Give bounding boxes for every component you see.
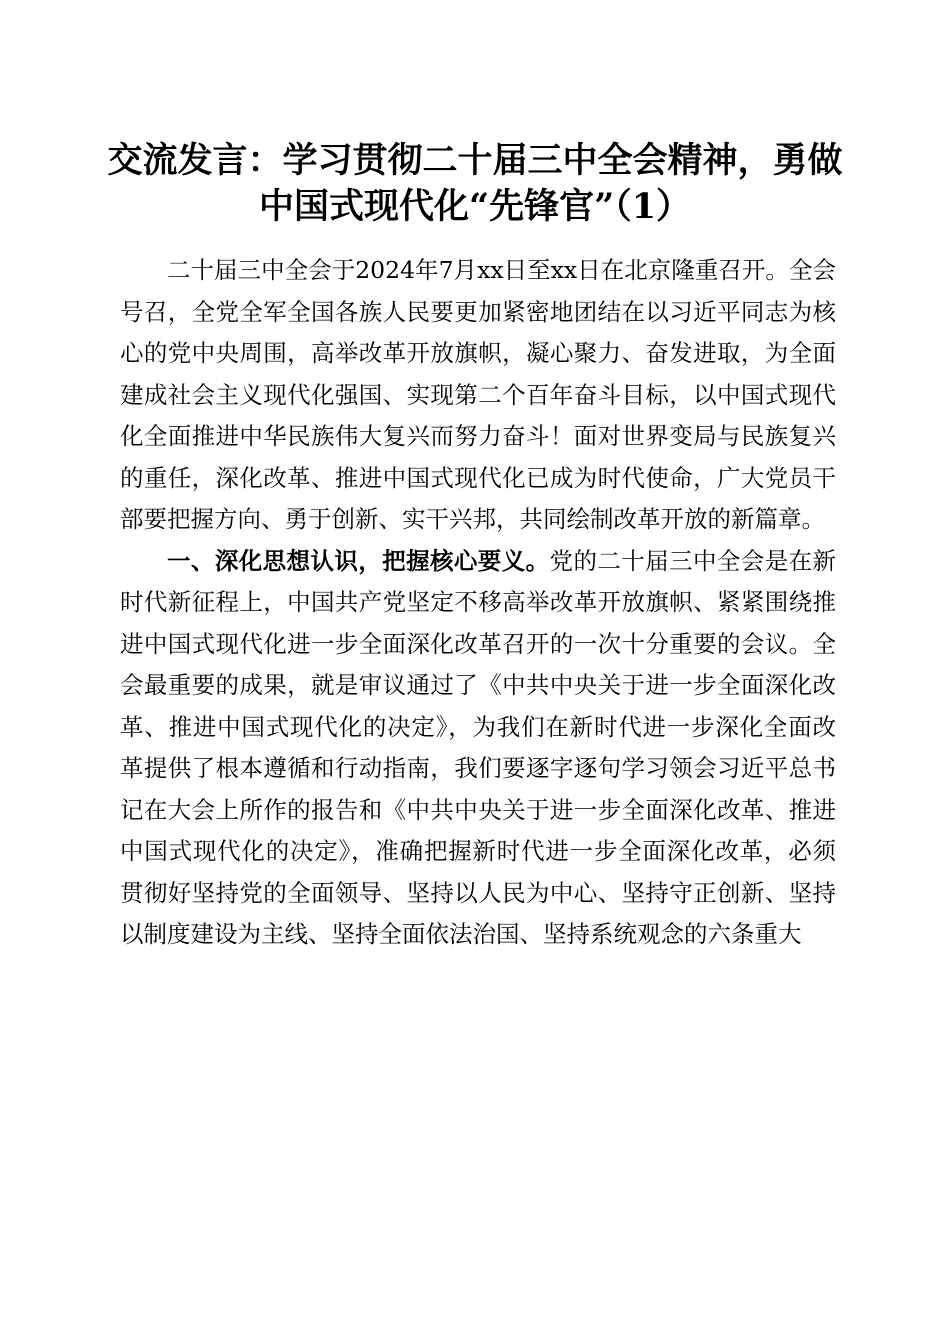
section-one-heading: 一、深化思想认识，把握核心要义。 [167, 546, 550, 575]
paragraph-section-one-text: 党的二十届三中全会是在新时代新征程上，中国共产党坚定不移高举改革开放旗帜、紧紧围绕推进中国式现代化进一步全面深化改革召开的一次十分重要的会议。全会最重要的成果，就是审议通过了《中共中央关于进一步全面深化改革、推进中国式现代化的决定》，为我们在新时代进一步深化全面改革提供了根本遵循和行动指南，我们要逐字逐句学习领会习近平总书记在大会上所作的报告和《中共中央关于进一步全面深化改革、推进中国式现代化的决定》，准确把握新时代进一步全面深化改革，必须贯彻好坚持党的全面领导、坚持以人民为中心、坚持守正创新、坚持以制度建设为主线、坚持全面依法治国、坚持系统观念的六条重大 [120, 546, 837, 948]
paragraph-intro [120, 250, 836, 541]
paragraph-intro-text: 二十届三中全会于2024年7月xx日至xx日在北京隆重召开。全会号召，全党全军全国各族人民要更加紧密地团结在以习近平同志为核心的党中央周围，高举改革开放旗帜，凝心聚力、奋发进取，为全面建成社会主义现代化强国、实现第二个百年奋斗目标，以中国式现代化全面推进中华民族伟大复兴而努力奋斗！面对世界变局与民族复兴的重任，深化改革、推进中国式现代化已成为时代使命，广大党员干部要把握方向、勇于创新、实干兴邦，共同绘制改革开放的新篇章。 [120, 256, 836, 533]
document-body [120, 250, 836, 956]
paragraph-section-one [120, 541, 836, 956]
document-title: 交流发言：学习贯彻二十届三中全会精神，勇做中国式现代化“先锋官”（1） [107, 140, 843, 227]
